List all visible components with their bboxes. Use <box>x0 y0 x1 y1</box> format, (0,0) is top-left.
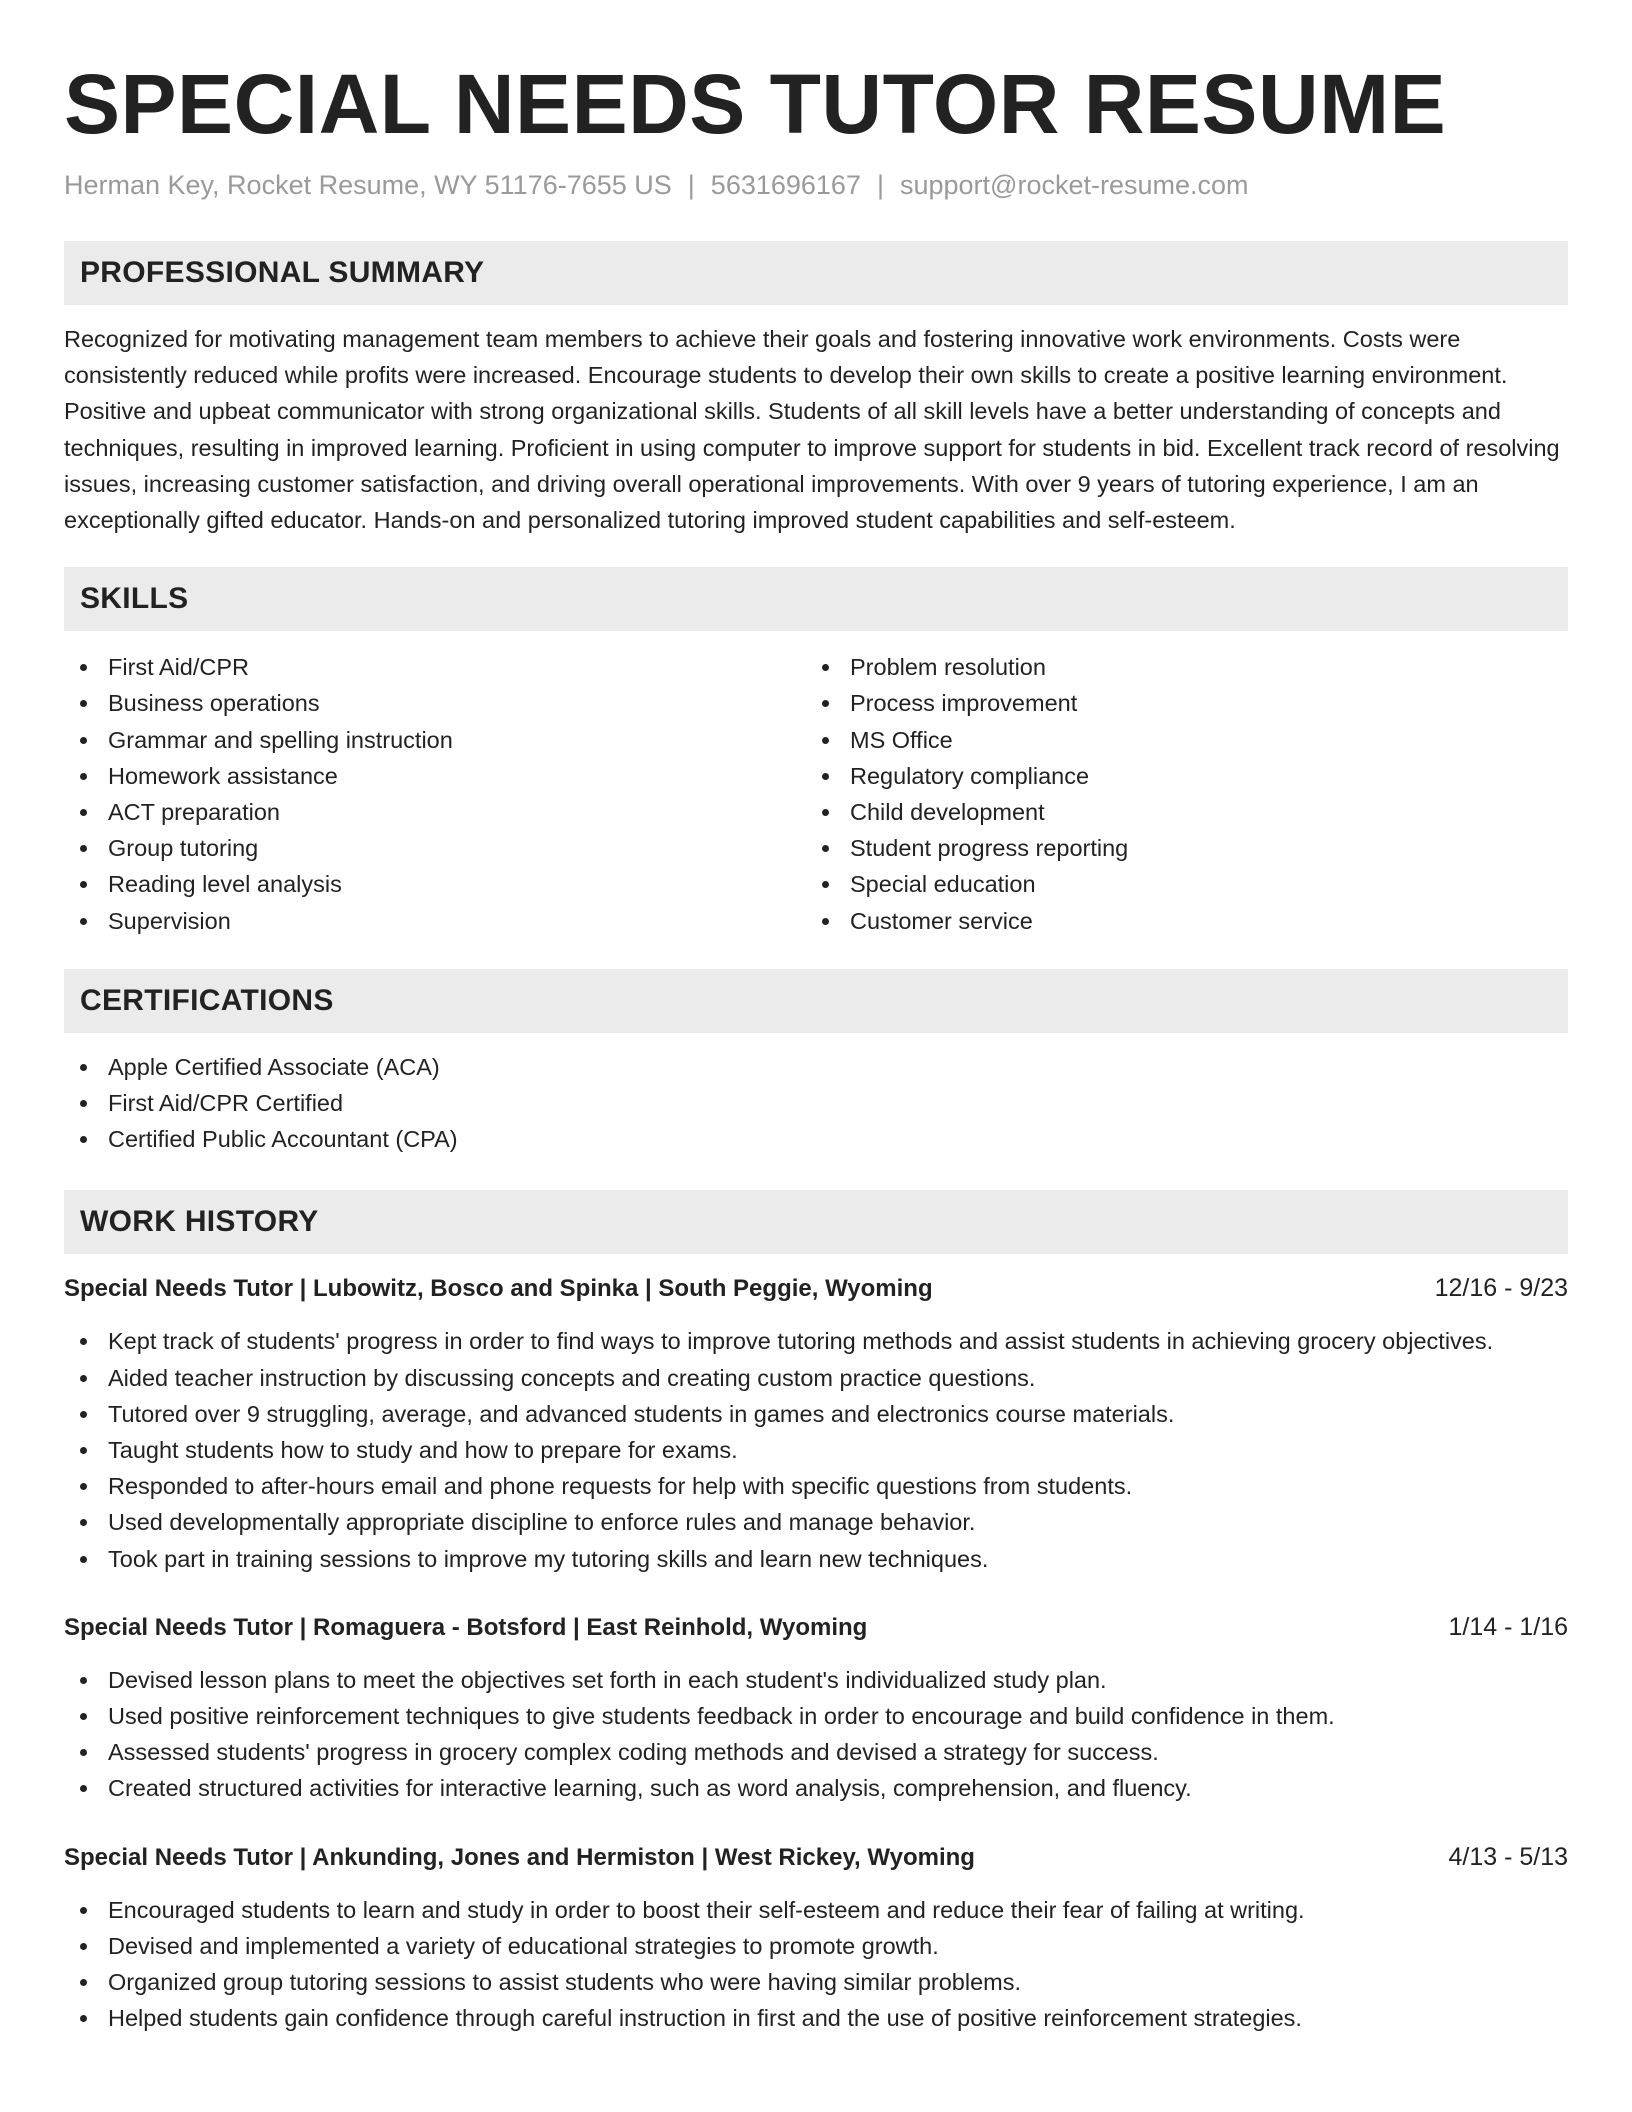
skills-list-left <box>64 649 806 939</box>
skill-item: Group tutoring <box>64 830 806 866</box>
skill-item: First Aid/CPR <box>64 649 806 685</box>
contact-separator: | <box>876 170 884 200</box>
resume-page <box>64 0 1568 2037</box>
job-title: Special Needs Tutor | Lubowitz, Bosco and Spinka | South Peggie, Wyoming <box>64 1275 933 1303</box>
skill-item: Special education <box>806 866 1548 902</box>
job-bullet: Assessed students' progress in grocery complex coding methods and devised a strategy for success. <box>64 1734 1568 1770</box>
job-bullet: Took part in training sessions to improve my tutoring skills and learn new techniques. <box>64 1541 1568 1577</box>
contact-phone: 5631696167 <box>710 170 861 200</box>
job-bullets <box>64 1892 1568 2037</box>
skill-item: Business operations <box>64 685 806 721</box>
certification-item: Certified Public Accountant (CPA) <box>64 1121 1568 1157</box>
certifications-section-header <box>64 969 1568 1033</box>
skill-item: Regulatory compliance <box>806 758 1548 794</box>
job-title: Special Needs Tutor | Romaguera - Botsford | East Reinhold, Wyoming <box>64 1613 868 1641</box>
skill-item: Homework assistance <box>64 758 806 794</box>
work-history-section-header <box>64 1190 1568 1254</box>
job-bullet: Helped students gain confidence through careful instruction in first and the use of positive reinforcement strategies. <box>64 2000 1568 2036</box>
job-bullet: Aided teacher instruction by discussing concepts and creating custom practice questions. <box>64 1360 1568 1396</box>
job-title: Special Needs Tutor | Ankunding, Jones and Hermiston | West Rickey, Wyoming <box>64 1843 975 1871</box>
job-entry <box>64 1609 1568 1807</box>
job-bullet: Used developmentally appropriate discipline to enforce rules and manage behavior. <box>64 1504 1568 1540</box>
job-bullet: Created structured activities for interactive learning, such as word analysis, comprehension, and fluency. <box>64 1770 1568 1806</box>
job-bullet: Responded to after-hours email and phone requests for help with specific questions from students. <box>64 1468 1568 1504</box>
certifications-heading: CERTIFICATIONS <box>80 983 334 1017</box>
job-header <box>64 1270 1568 1307</box>
summary-heading: PROFESSIONAL SUMMARY <box>80 256 485 289</box>
job-header <box>64 1609 1568 1646</box>
job-dates: 12/16 - 9/23 <box>1434 1274 1568 1303</box>
skill-item: Process improvement <box>806 685 1548 721</box>
resume-title: SPECIAL NEEDS TUTOR RESUME <box>64 57 1447 151</box>
job-bullet: Devised and implemented a variety of educational strategies to promote growth. <box>64 1928 1568 1964</box>
job-bullets <box>64 1323 1568 1576</box>
job-bullet: Tutored over 9 struggling, average, and advanced students in games and electronics course materials. <box>64 1396 1568 1432</box>
skills-column-left <box>64 649 806 939</box>
job-header <box>64 1839 1568 1876</box>
contact-separator: | <box>687 170 695 200</box>
work-history-heading: WORK HISTORY <box>80 1205 319 1239</box>
contact-line <box>64 168 1568 202</box>
certification-item: Apple Certified Associate (ACA) <box>64 1049 1568 1085</box>
skills-heading: SKILLS <box>80 582 189 616</box>
certification-item: First Aid/CPR Certified <box>64 1085 1568 1121</box>
job-bullet: Used positive reinforcement techniques to give students feedback in order to encourage and build confidence in them. <box>64 1698 1568 1734</box>
job-dates: 4/13 - 5/13 <box>1448 1842 1568 1871</box>
summary-section-header <box>64 241 1568 305</box>
job-bullet: Encouraged students to learn and study in order to boost their self-esteem and reduce their fear of failing at writing. <box>64 1892 1568 1928</box>
job-entry <box>64 1839 1568 2037</box>
skills-grid <box>64 649 1568 939</box>
job-bullet: Taught students how to study and how to prepare for exams. <box>64 1432 1568 1468</box>
skill-item: Supervision <box>64 903 806 939</box>
job-bullets <box>64 1662 1568 1807</box>
skill-item: ACT preparation <box>64 794 806 830</box>
job-bullet: Kept track of students' progress in order to find ways to improve tutoring methods and assist students in achieving grocery objectives. <box>64 1323 1568 1359</box>
skill-item: MS Office <box>806 722 1548 758</box>
skill-item: Reading level analysis <box>64 866 806 902</box>
certifications-list <box>64 1049 1568 1158</box>
skill-item: Problem resolution <box>806 649 1548 685</box>
skill-item: Customer service <box>806 903 1548 939</box>
contact-email[interactable]: support@rocket-resume.com <box>899 170 1249 200</box>
skill-item: Student progress reporting <box>806 830 1548 866</box>
job-bullet: Devised lesson plans to meet the objectives set forth in each student's individualized study plan. <box>64 1662 1568 1698</box>
job-bullet: Organized group tutoring sessions to assist students who were having similar problems. <box>64 1964 1568 2000</box>
skills-section-header <box>64 567 1568 631</box>
job-entry <box>64 1270 1568 1576</box>
skill-item: Grammar and spelling instruction <box>64 722 806 758</box>
skills-column-right <box>806 649 1548 939</box>
skills-list-right <box>806 649 1548 939</box>
summary-text: Recognized for motivating management team members to achieve their goals and fostering innovative work environments. Costs were consistently reduced while profits were increased. Encourage students to develop their own skills to create a positive learning environment. Positive and upbeat communicator with strong organizational skills. Students of all skill levels have a better understanding of concepts and techniques, resulting in improved learning. Proficient in using computer to improve support for students in bid. Excellent track record of resolving issues, increasing customer satisfaction, and driving overall operational improvements. With over 9 years of tutoring experience, I am an exceptionally gifted educator. Hands-on and personalized tutoring improved student capabilities and self-esteem. <box>64 326 1560 534</box>
contact-address: Herman Key, Rocket Resume, WY 51176-7655 US <box>64 170 672 200</box>
skill-item: Child development <box>806 794 1548 830</box>
job-dates: 1/14 - 1/16 <box>1448 1612 1568 1641</box>
